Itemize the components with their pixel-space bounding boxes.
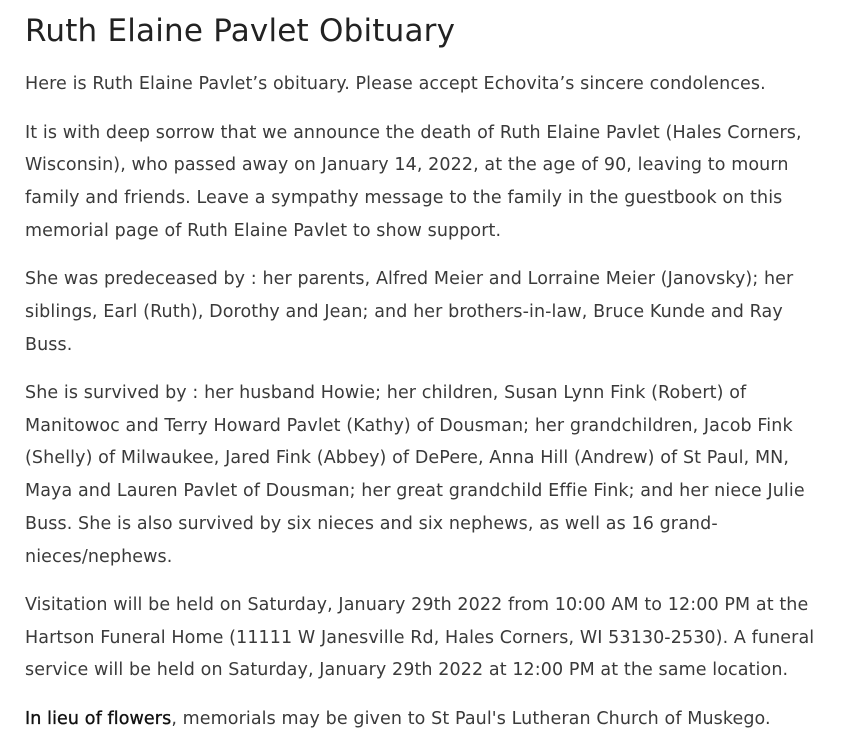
visitation-paragraph: Visitation will be held on Saturday, January 29th 2022 from 10:00 AM to 12:00 PM at the Hartson Funeral Home (11111 W Janesville Rd, Hales Corners, WI 53130-2530). A funeral service will be held on Saturday, January 29th 2022 at 12:00 PM at the same location. [25, 595, 815, 681]
intro-paragraph: Here is Ruth Elaine Pavlet’s obituary. Please accept Echovita’s sincere condolences. [25, 74, 766, 94]
survived-paragraph: She is survived by : her husband Howie; her children, Susan Lynn Fink (Robert) of Manitowoc and Terry Howard Pavlet (Kathy) of Dousman; her grandchildren, Jacob Fink (Shelly) of Milwaukee, Jared Fink (Abbey) of DePere, Anna Hill (Andrew) of St Paul, MN, Maya and Lauren Pavlet of Dousman; her great grandchild Effie Fink; and her niece Julie Buss. She is also survived by six nieces and six nephews, as well as 16 grand-nieces/nephews. [25, 383, 805, 567]
announcement-paragraph: It is with deep sorrow that we announce the death of Ruth Elaine Pavlet (Hales Corners, Wisconsin), who passed away on January 14, 2022, at the age of 90, leaving to mourn family and friends. Leave a sympathy message to the family in the guestbook on this memorial page of Ruth Elaine Pavlet to show support. [25, 122, 802, 241]
memorials-text: , memorials may be given to St Paul's Lutheran Church of Muskego. [171, 708, 771, 729]
page-title: Ruth Elaine Pavlet Obituary [25, 13, 456, 49]
memorials-bold-lead: In lieu of flowers [25, 708, 172, 729]
predeceased-paragraph: She was predeceased by : her parents, Alfred Meier and Lorraine Meier (Janovsky); her siblings, Earl (Ruth), Dorothy and Jean; and her brothers-in-law, Bruce Kunde and Ray Buss. [25, 269, 794, 355]
memorials-paragraph [25, 703, 821, 736]
